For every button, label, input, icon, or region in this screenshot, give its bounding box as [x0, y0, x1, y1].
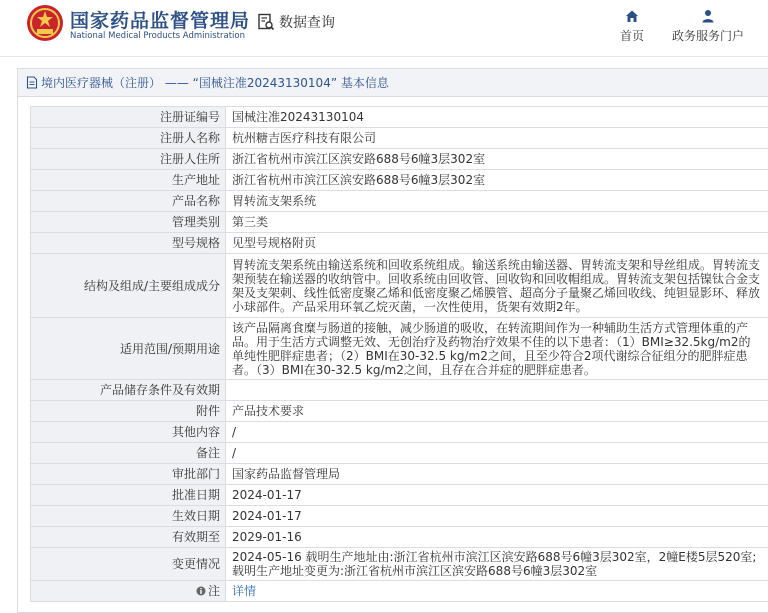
nav-home[interactable]	[618, 8, 646, 44]
site-subtitle: National Medical Products Administration	[70, 31, 245, 41]
row-value: 2024-01-17	[226, 506, 768, 527]
row-value: 胃转流支架系统	[226, 191, 768, 212]
row-value: 2024-05-16 载明生产地址由:浙江省杭州市滨江区滨安路688号6幢3层302室，2幢E楼5层520室;载明生产地址变更为:浙江省杭州市滨江区滨安路688号6幢3层302室	[226, 548, 768, 581]
row-label: 变更情况	[31, 548, 226, 581]
row-value: 国械注准20243130104	[226, 107, 768, 128]
site-title: 国家药品监督管理局	[70, 10, 251, 32]
row-label: 产品储存条件及有效期	[31, 380, 226, 401]
table-row	[31, 506, 768, 527]
row-value: /	[226, 422, 768, 443]
row-label: 有效期至	[31, 527, 226, 548]
row-label: 批准日期	[31, 485, 226, 506]
row-value: 产品技术要求	[226, 401, 768, 422]
national-emblem-icon	[26, 4, 64, 42]
registration-info-table	[30, 106, 768, 602]
row-value: 2029-01-16	[226, 527, 768, 548]
user-icon	[701, 8, 715, 24]
table-row	[31, 443, 768, 464]
row-value	[226, 380, 768, 401]
table-row	[31, 128, 768, 149]
row-label: 备注	[31, 443, 226, 464]
table-row	[31, 191, 768, 212]
table-row	[31, 380, 768, 401]
row-label: 审批部门	[31, 464, 226, 485]
breadcrumb	[18, 69, 768, 97]
data-query-label: 数据查询	[279, 15, 335, 31]
row-label: 注册人住所	[31, 149, 226, 170]
table-row	[31, 527, 768, 548]
row-label: 适用范围/预期用途	[31, 318, 226, 380]
site-header	[0, 0, 768, 57]
document-search-icon	[257, 13, 275, 31]
row-value: /	[226, 443, 768, 464]
row-value: 该产品隔离食糜与肠道的接触，减少肠道的吸收，在转流期间作为一种辅助生活方式管理体重的产品。用于生活方式调整无效、无创治疗及药物治疗效果不佳的以下患者：（1）BMI≥32.5kg/m2的单纯性肥胖症患者；（2）BMI在30-32.5 kg/m2之间，且至少符合2项代谢综合征组分的肥胖症患者。（3）BMI在30-32.5 kg/m2之间，且存在合并症的肥胖症患者。	[226, 318, 768, 380]
note-label: 注	[207, 584, 220, 598]
row-label: 生产地址	[31, 170, 226, 191]
data-query-link[interactable]	[257, 12, 335, 32]
table-row	[31, 422, 768, 443]
note-value-cell	[226, 581, 768, 602]
row-label: 型号规格	[31, 233, 226, 254]
row-label: 产品名称	[31, 191, 226, 212]
table-row	[31, 485, 768, 506]
table-row	[31, 107, 768, 128]
table-row	[31, 254, 768, 318]
table-row	[31, 318, 768, 380]
document-icon	[26, 76, 38, 89]
row-value: 国家药品监督管理局	[226, 464, 768, 485]
note-label-cell	[31, 581, 226, 602]
table-row	[31, 581, 768, 602]
row-label: 注册人名称	[31, 128, 226, 149]
nav-home-label: 首页	[619, 29, 644, 43]
row-value: 第三类	[226, 212, 768, 233]
row-value: 浙江省杭州市滨江区滨安路688号6幢3层302室	[226, 149, 768, 170]
row-value: 杭州糖吉医疗科技有限公司	[226, 128, 768, 149]
details-link[interactable]: 详情	[232, 584, 257, 598]
row-label: 结构及组成/主要组成成分	[31, 254, 226, 318]
breadcrumb-text: 境内医疗器械（注册） —— “国械注准20243130104” 基本信息	[41, 76, 389, 90]
table-row	[31, 170, 768, 191]
table-row	[31, 212, 768, 233]
detail-panel	[17, 68, 768, 613]
row-value: 2024-01-17	[226, 485, 768, 506]
table-row	[31, 149, 768, 170]
row-value: 胃转流支架系统由输送系统和回收系统组成。输送系统由输送器、胃转流支架和导丝组成。胃转流支架预装在输送器的收纳管中。回收系统由回收管、回收钩和回收帽组成。胃转流支架包括镍钛合金支架及支架刺、线性低密度聚乙烯和低密度聚乙烯膜管、超高分子量聚乙烯回收线、纯钽显影环、释放小球部件。产品采用环氧乙烷灭菌，一次性使用，货架有效期2年。	[226, 254, 768, 318]
table-row	[31, 548, 768, 581]
row-label: 注册证编号	[31, 107, 226, 128]
table-row	[31, 464, 768, 485]
row-label: 生效日期	[31, 506, 226, 527]
row-value: 浙江省杭州市滨江区滨安路688号6幢3层302室	[226, 170, 768, 191]
table-row	[31, 401, 768, 422]
info-icon	[196, 586, 206, 596]
home-icon	[625, 8, 639, 24]
table-row	[31, 233, 768, 254]
nav-service-portal-label: 政务服务门户	[672, 29, 745, 43]
row-label: 附件	[31, 401, 226, 422]
row-label: 其他内容	[31, 422, 226, 443]
nav-service-portal[interactable]	[672, 8, 744, 44]
row-label: 管理类别	[31, 212, 226, 233]
row-value: 见型号规格附页	[226, 233, 768, 254]
